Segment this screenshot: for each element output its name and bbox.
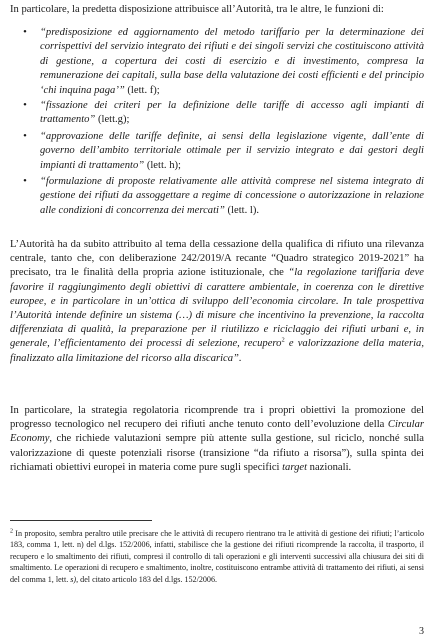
list-item-quote: “fissazione dei criteri per la definizione delle tariffe di accesso agli impianti di trattamento” (40, 100, 424, 126)
list-item (10, 99, 424, 128)
functions-list (10, 26, 424, 218)
footnote (10, 528, 424, 585)
paragraph-lead: L’Autorità ha da subito attribuito al tema della cessazione della qualifica di rifiuto una rilevanza centrale, tanto che, con deliberazione 242/2019/A recante “Quadro strategico 2019-2021” ha precisato, tra le finalità della propria azione istituzionale, che (10, 239, 424, 279)
strategy-paragraph (10, 404, 424, 475)
bullet-icon: • (23, 27, 27, 38)
list-item-quote: “formulazione di proposte relativamente alle attività comprese nel sistema integrato di gestione dei rifiuti da assoggettare a regime di concessione o autorizzazione in relazione alle condizioni di concorrenza dei mercati” (40, 176, 424, 216)
intro-paragraph: In particolare, la predetta disposizione attribuisce all’Autorità, tra le altre, le funzioni di: (10, 4, 384, 15)
paragraph-end: nazionali. (307, 461, 352, 473)
authority-paragraph (10, 238, 424, 366)
footnote-reference[interactable]: 2 (281, 336, 285, 344)
list-item-ref: (lett. h); (144, 159, 181, 171)
footnote-lett: s) (70, 574, 77, 584)
paragraph-quote: “la regolazione tariffaria deve favorire il raggiungimento degli obiettivi di carattere ambientale, in coerenza con le direttive europee, e in particolare in un’ottica di sviluppo dell’economia circolare. In tale prospettiva l’Autorità intende definire un sistema (…) di misure che incentivino la prevenzione, la raccolta differenziata di qualità, la preparazione per il riutilizzo e riciclaggio dei rifiuti urbani e, in generale, l’efficientamento dei processi di selezione, recupero (10, 267, 424, 350)
bullet-icon: • (23, 176, 27, 188)
page-number: 3 (419, 626, 424, 637)
list-item-quote: “approvazione delle tariffe definite, ai sensi della legislazione vigente, dall’ente di governo dell’ambito territoriale ottimale per il servizio integrato e dai gestori degli impianti di trattamento” (40, 130, 424, 171)
paragraph-quote-end: e valorizzazione della materia, finalizzato alla limitazione del ricorso alla discarica”. (10, 338, 424, 364)
bullet-icon: • (23, 130, 27, 142)
list-item (10, 175, 424, 218)
footnote-text-end: , del citato articolo 183 del d.lgs. 152/2006. (76, 574, 218, 584)
list-item-ref: (lett. l). (224, 204, 259, 216)
list-item-quote: “predisposizione ed aggiornamento del metodo tariffario per la determinazione dei corrispettivi del servizio integrato dei rifiuti e dei singoli servizi che costituiscono attività di gestione, a copertura dei costi di esercizio e di investimento, compresa la remunerazione dei capitali, sulla base della valutazione dei costi efficienti e del principio ‘chi inquina paga’” (40, 27, 424, 96)
footnote-mark: 2 (10, 528, 13, 535)
circular-economy-term: Circular Economy (10, 419, 424, 445)
list-item (10, 26, 424, 98)
bullet-icon: • (23, 100, 27, 112)
footnote-text: In proposito, sembra peraltro utile precisare che le attività di recupero rientrano tra le attività di gestione dei rifiuti; l’articolo 183, comma 1, lett. n) del d.lgs. 152/2006, infatti, stabilisce che la gestione dei rifiuti ricomprende la raccolta, il trasporto, il recupero e lo smaltimento dei rifiuti, compresi il controllo di tali operazioni e gli interventi successivi alla chiusura dei siti di smaltimento. Le operazioni di recupero e smaltimento, inoltre, costituiscono entrambe attività di trattamento dei rifiuti, ai sensi del comma 1, lett. (10, 529, 424, 584)
footnote-separator (10, 520, 152, 521)
paragraph-middle: , che richiede valutazioni sempre più attente sulla gestione, sul riciclo, nonché sulla valorizzazione di queste potenziali risorse (transizione “da rifiuto a risorsa”), sulla spinta dei richiamati obiettivi europei in materia come pure sugli specifici (10, 433, 424, 473)
paragraph-lead: In particolare, la strategia regolatoria ricomprende tra i propri obiettivi la promozione del progresso tecnologico nel recupero dei rifiuti anche tenuto conto dell’evoluzione della (10, 405, 424, 431)
list-item (10, 130, 424, 173)
list-item-ref: (lett.g); (95, 114, 130, 126)
list-item-ref: (lett. f); (124, 84, 160, 96)
target-term: target (282, 461, 308, 473)
